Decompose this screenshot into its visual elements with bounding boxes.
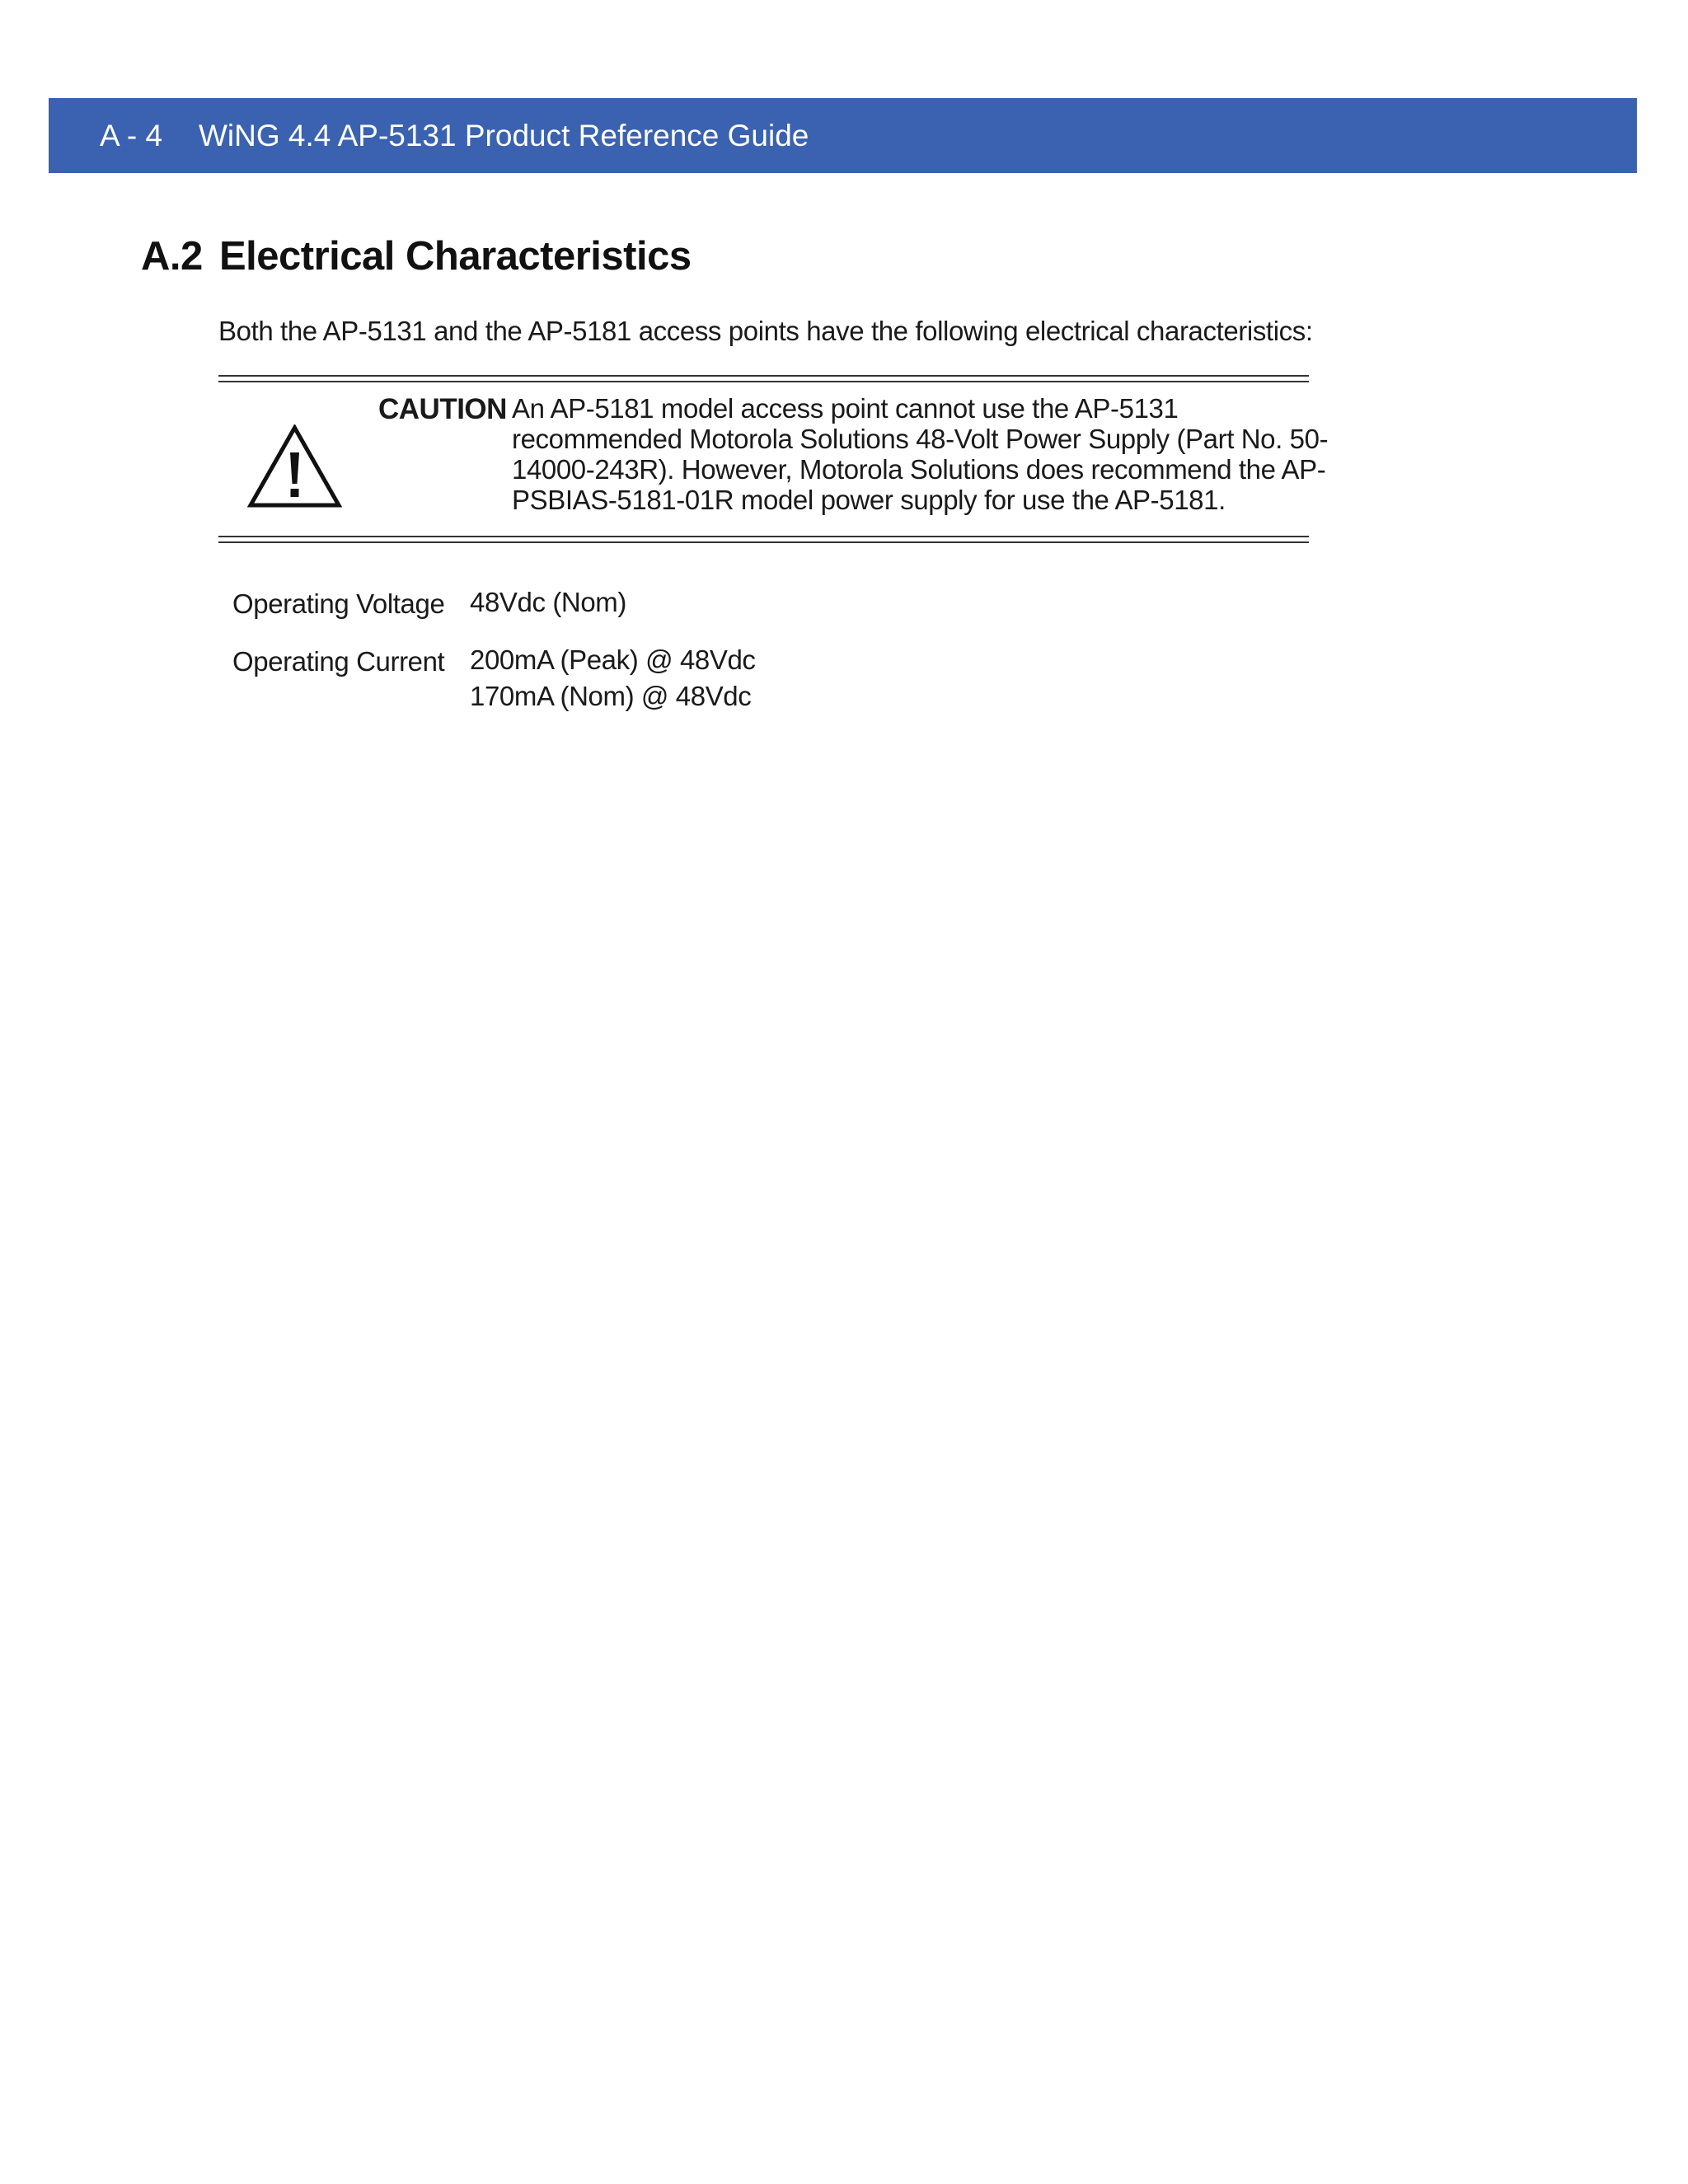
section-heading	[141, 233, 692, 279]
caution-top-rule-2	[218, 381, 1309, 382]
caution-bottom-rule-1	[218, 536, 1309, 537]
caution-text	[512, 393, 1329, 515]
caution-line: An AP-5181 model access point cannot use the AP-5131	[512, 393, 1179, 424]
caution-line: PSBIAS-5181-01R model power supply for use the AP-5181.	[512, 485, 1226, 515]
spec-value-line: 170mA (Nom) @ 48Vdc	[470, 681, 752, 711]
spec-value-line: 48Vdc (Nom)	[470, 587, 626, 617]
spec-label-operating-current: Operating Current	[232, 646, 445, 677]
caution-label: CAUTION	[378, 393, 507, 425]
page-number: A - 4	[100, 119, 163, 152]
section-title: Electrical Characteristics	[219, 234, 692, 279]
caution-bottom-rule-2	[218, 541, 1309, 543]
caution-line: recommended Motorola Solutions 48-Volt Power Supply (Part No. 50-	[512, 424, 1329, 454]
caution-line: 14000-243R). However, Motorola Solutions does recommend the AP-	[512, 454, 1326, 485]
section-number: A.2	[141, 234, 203, 279]
warning-triangle-icon	[247, 424, 342, 509]
intro-paragraph: Both the AP-5131 and the AP-5181 access points have the following electrical characteristics:	[218, 316, 1313, 346]
spec-label-operating-voltage: Operating Voltage	[232, 588, 445, 619]
spec-value-line: 200mA (Peak) @ 48Vdc	[470, 644, 756, 675]
spec-value-operating-current	[470, 642, 756, 715]
caution-top-rule-1	[218, 375, 1309, 377]
guide-title: WiNG 4.4 AP-5131 Product Reference Guide	[199, 119, 809, 152]
page-header	[49, 98, 1637, 173]
spec-value-operating-voltage	[470, 584, 626, 621]
